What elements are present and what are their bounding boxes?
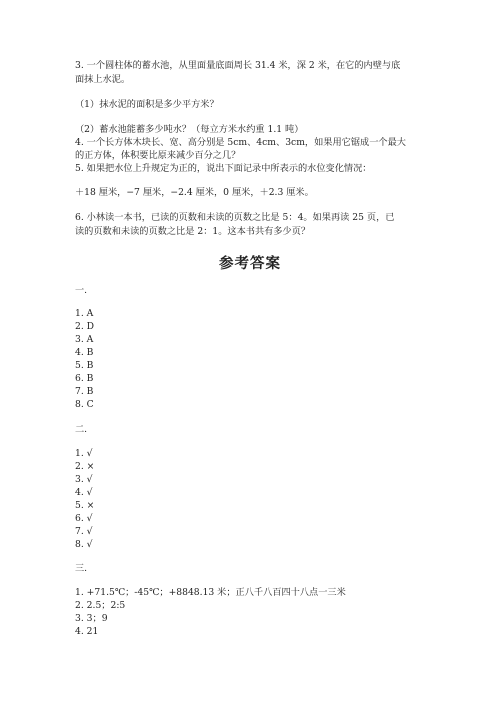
section-2-heading: 二. bbox=[75, 424, 88, 435]
question-5-line-2: ＋18 厘米，−7 厘米，−2.4 厘米，0 厘米，＋2.3 厘米。 bbox=[75, 187, 314, 198]
question-3-sub-2: （2）蓄水池能蓄多少吨水？（每立方米水约重 1.1 吨） bbox=[75, 124, 304, 135]
answer-item: 6. B bbox=[75, 373, 94, 384]
answer-item: 4. 21 bbox=[75, 626, 99, 637]
question-4-line-1: 4. 一个长方体木块长、宽、高分别是 5cm、4cm、3cm，如果用它锯成一个最大 bbox=[75, 137, 406, 148]
answer-item: 6. √ bbox=[75, 513, 93, 524]
section-1-heading: 一. bbox=[75, 285, 88, 296]
answer-item: 8. C bbox=[75, 399, 94, 410]
answer-item: 1. A bbox=[75, 308, 94, 319]
answer-item: 4. √ bbox=[75, 487, 93, 498]
answer-item: 7. √ bbox=[75, 526, 93, 537]
answer-item: 1. √ bbox=[75, 448, 93, 459]
answer-item: 4. B bbox=[75, 347, 94, 358]
question-5-line-1: 5. 如果把水位上升规定为正的，说出下面记录中所表示的水位变化情况： bbox=[75, 163, 372, 174]
section-3-heading: 三. bbox=[75, 563, 88, 574]
answer-item: 3. 3；9 bbox=[75, 613, 108, 624]
answers-title: 参考答案 bbox=[219, 256, 281, 272]
answer-item: 2. 2.5；2:5 bbox=[75, 600, 126, 611]
question-6-line-2: 读的页数和未读的页数之比是 2：1。这本书共有多少页？ bbox=[75, 226, 311, 237]
answer-item: 5. × bbox=[75, 500, 95, 511]
question-3-sub-1: （1）抹水泥的面积是多少平方米？ bbox=[75, 99, 219, 110]
question-3-line-1: 3. 一个圆柱体的蓄水池，从里面量底面周长 31.4 米，深 2 米，在它的内壁与底 bbox=[75, 60, 401, 71]
answer-item: 2. × bbox=[75, 461, 95, 472]
answer-item: 5. B bbox=[75, 360, 94, 371]
answer-item: 3. A bbox=[75, 334, 94, 345]
answer-item: 2. D bbox=[75, 321, 95, 332]
answer-item: 7. B bbox=[75, 386, 94, 397]
answer-item: 3. √ bbox=[75, 474, 93, 485]
question-3-line-2: 面抹上水泥。 bbox=[75, 74, 131, 85]
question-6-line-1: 6. 小林读一本书，已读的页数和未读的页数之比是 5：4。如果再读 25 页，已 bbox=[75, 212, 395, 223]
answer-item: 8. √ bbox=[75, 539, 93, 550]
question-4-line-2: 的正方体，体积要比原来减少百分之几？ bbox=[75, 150, 241, 161]
answer-item: 1. +71.5℃；-45℃；+8848.13 米；正八千八百四十八点一三米 bbox=[75, 587, 346, 598]
